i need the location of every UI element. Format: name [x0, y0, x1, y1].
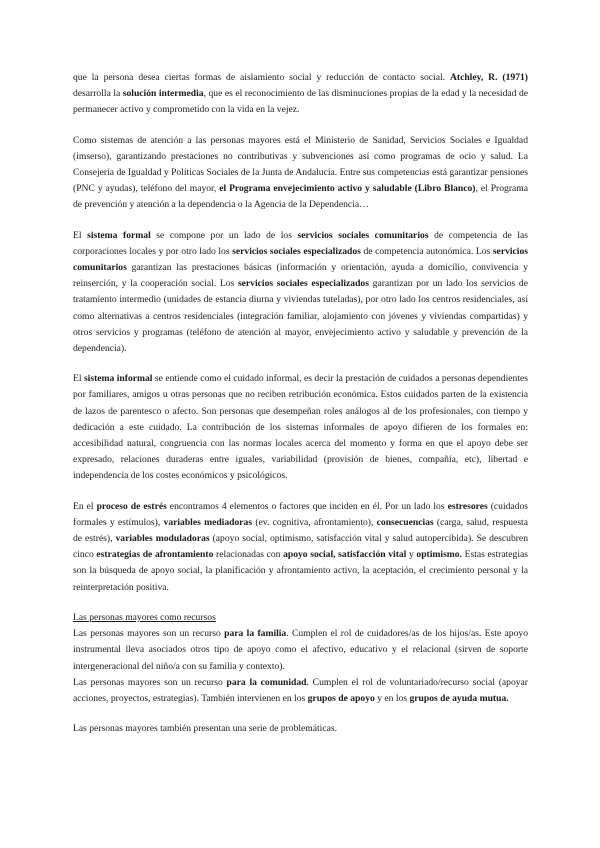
term-estresores: estresores — [447, 500, 488, 512]
term-para-la-familia: para la familia — [224, 628, 287, 640]
term-proceso-estres: proceso de estrés — [96, 500, 167, 512]
term-sistema-informal: sistema informal — [83, 373, 153, 385]
term-servicios-especializados: servicios sociales especializados — [232, 245, 361, 257]
term-optimismo: optimismo. — [416, 549, 462, 561]
term-consecuencias: consecuencias — [376, 516, 434, 528]
term-programa-envejecimiento: el Programa envejecimiento activo y saludable (Libro Blanco) — [219, 183, 476, 195]
term-sistema-formal: sistema formal — [87, 229, 151, 241]
paragraph-sistema-informal: El sistema informal se entiende como el cuidado informal, es decir la prestación de cuidados a personas dependientes por familiares, amigos u otras personas que no reciben retribución económica. Estos cuidados parten de la existencia de lazos de parentesco o afecto. Son personas que desempeñan roles análogos al de los profesionales, con tiempo y dedicación a este cuidado. La contribución de los sistemas informales de apoyo difieren de los formales en: accesibilidad natural, congruencia con las normas locales acerca del momento y forma en que el apoyo debe ser expresado, relaciones duraderas entre iguales, variabilidad (provisión de bienes, compañía, etc), libertad e independencia de los costes económicos y psicológicos. — [73, 373, 528, 482]
term-variables-mediadoras: variables mediadoras — [163, 516, 253, 528]
document-body — [73, 70, 528, 751]
term-grupos-apoyo: grupos de apoyo — [307, 692, 375, 704]
term-servicios-comunitarios: servicios sociales comunitarios — [297, 229, 429, 241]
paragraph-recurso-familia: Las personas mayores son un recurso para la familia. Cumplen el rol de cuidadores/as de los hijos/as. Este apoyo instrumental lleva asociados otros tipo de apoyo como el afectivo, educativo y el relacional (sirven de soporte intergeneracional del niño/a con su familia y contexto). — [73, 628, 528, 672]
paragraph-atchley: que la persona desea ciertas formas de aislamiento social y reducción de contacto social. Atchley, R. (1971) desarrolla la solución intermedia, que es el reconocimiento de las disminuciones propias de la edad y la necesidad de permanecer activo y comprometido con la vida en la vejez. — [73, 72, 529, 116]
term-estrategias-afrontamiento: estrategias de afrontamiento — [96, 549, 214, 561]
term-grupos-ayuda-mutua: grupos de ayuda mutua. — [409, 692, 509, 704]
paragraph-sistemas-atencion: Como sistemas de atención a las personas mayores está el Ministerio de Sanidad, Servicios Sociales e Igualdad (imserso), garantizando prestaciones no contributivas y subvenciones así como programas de ocio y salud. La Consejería de Igualdad y Políticas Sociales de la Junta de Andalucía. Entre sus competencias está garantizar pensiones (PNC y ayudas), teléfono del mayor, el Programa envejecimiento activo y saludable (Libro Blanco), el Programa de prevención y atención a la dependencia o la Agencia de la Dependencia… — [73, 134, 528, 211]
term-solucion-intermedia: solución intermedia — [122, 88, 204, 100]
term-servicios-especializados-2: servicios sociales especializados — [237, 278, 369, 290]
term-para-la-comunidad: para la comunidad — [226, 676, 307, 688]
paragraph-sistema-formal: El sistema formal se compone por un lado de los servicios sociales comunitarios de competencia de las corporaciones locales y por otro lado los servicios sociales especializados de competencia autonómica. Los servicios comunitarios garantizan las prestaciones básicas (información y orientación, ayuda a domicilio, convivencia y reinserción, y la cooperación social. Los servicios sociales especializados garantizan por un lado los servicios de tratamiento intermedio (unidades de estancia diurna y viviendas tuteladas), por otro lado los centros residenciales, así como alternativas a centros residenciales (integración familiar, alojamiento con jóvenes y viviendas compartidas) y otros servicios y programas (teléfono de atención al mayor, envejecimiento activo y saludable y prevención de la dependencia). — [73, 229, 528, 355]
paragraph-proceso-estres: En el proceso de estrés encontramos 4 elementos o factores que inciden en él. Por un lado los estresores (cuidados formales y estímulos), variables mediadoras (ev. cognitiva, afrontamiento), consecuencias (carga, salud, respuesta de estrés), variables moduladoras (apoyo social, optimismo, satisfacción vital y salud autopercibida). Se descubren cinco estrategias de afrontamiento relacionadas con apoyo social, satisfacción vital y optimismo. Estas estrategias son la búsqueda de apoyo social, la planificación y afrontamiento activo, la aceptación, el crecimiento personal y la reinterpretación positiva. — [73, 500, 529, 593]
term-servicios-comunitarios-2: servicios comunitarios — [73, 245, 528, 274]
author-citation: Atchley, R. (1971) — [449, 72, 528, 83]
term-apoyo-social: apoyo social, satisfacción vital — [283, 549, 407, 561]
section-heading: Las personas mayores como recursos — [73, 611, 216, 623]
term-variables-moduladoras: variables moduladoras — [115, 533, 210, 545]
paragraph-problematicas: Las personas mayores también presentan una serie de problemáticas. — [73, 723, 337, 735]
paragraph-recurso-comunidad: Las personas mayores son un recurso para la comunidad. Cumplen el rol de voluntariado/recurso social (apoyar acciones, proyectos, estrategias). También intervienen en los grupos de apoyo y en los grupos de ayuda mutua. — [73, 676, 528, 704]
